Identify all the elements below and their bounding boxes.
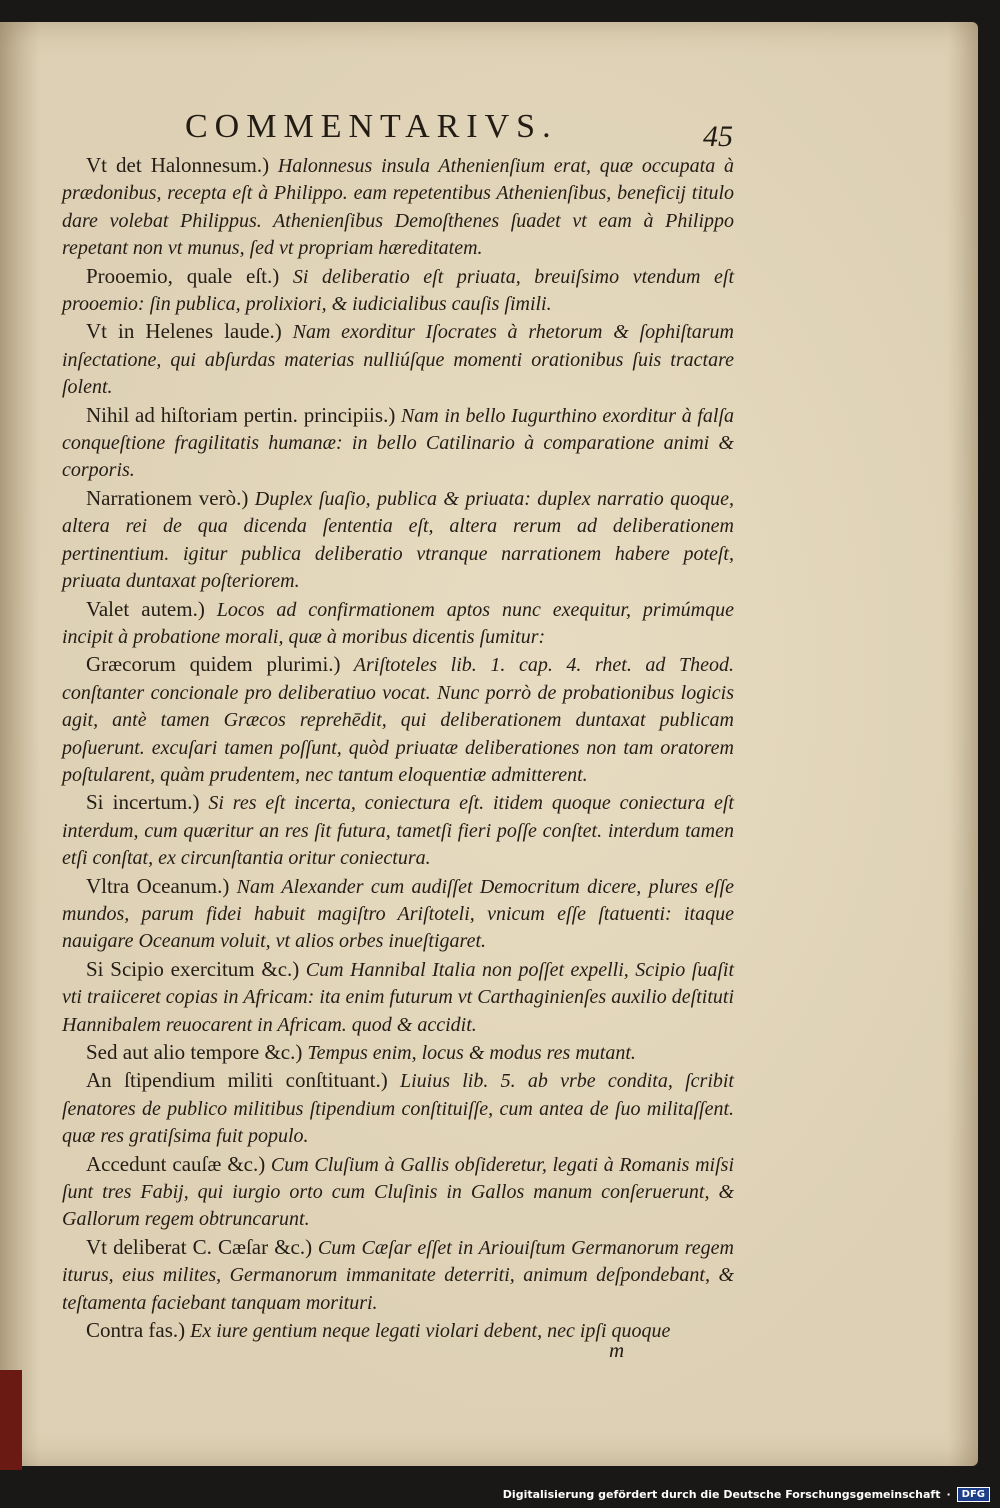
entry-gloss: Ex iure gentium neque legati violari debent, nec ipſi quoque: [185, 1320, 671, 1343]
entry-lemma: Si Scipio exercitum &c.): [86, 956, 300, 981]
page-number: 45: [703, 120, 733, 153]
commentary-entry: [62, 1151, 734, 1234]
commentary-entry: [62, 596, 734, 652]
entry-gloss: Cum Cæſar eſſet in Ariouiſtum Germanorum regem iturus, eius milites, Germanorum immanitate deterriti, animum deſpondebant, & teſtamenta faciebant tanquam morituri.: [62, 1236, 734, 1314]
commentary-entry: [62, 651, 734, 789]
commentary-entry: [62, 318, 734, 401]
book-page: [0, 22, 978, 1466]
entry-lemma: Vltra Oceanum.): [86, 873, 230, 898]
binding-edge: [0, 1370, 22, 1470]
entry-lemma: An ſtipendium militi conſtituant.): [86, 1068, 388, 1093]
entry-lemma: Narrationem verò.): [86, 485, 249, 510]
catchword: m: [609, 1338, 625, 1362]
commentary-entry: [62, 263, 734, 319]
commentary-entry: [62, 152, 734, 263]
entry-lemma: Accedunt cauſæ &c.): [86, 1151, 266, 1176]
entry-gloss: Halonnesus insula Athenienſium erat, quæ occupata à prædonibus, recepta eſt à Philippo. eam repetentibus Athenienſibus, beneficij titulo dare volebat Philippus. Athenienſibus Demoſthenes ſuadet vt eam à Philippo repetant non vt munus, ſed vt propriam hæreditatem.: [62, 155, 734, 260]
commentary-entry: [62, 402, 734, 485]
commentary-entry: [62, 789, 734, 872]
entry-gloss: Liuius lib. 5. ab vrbe condita, ſcribit ſenatores de publico militibus ſtipendium conſtituiſſe, cum antea de ſuo militaſſent. quæ res gratiſsima fuit populo.: [62, 1070, 734, 1148]
funding-credit: Digitalisierung gefördert durch die Deutsche Forschungsgemeinschaft · DFG: [503, 1487, 990, 1502]
commentary-entry: [62, 1234, 734, 1317]
commentary-entry: [62, 873, 734, 956]
entry-gloss: Locos ad confirmationem aptos nunc exequitur, primúmque incipit à probatione morali, quæ à moribus dicentis ſumitur:: [62, 598, 734, 648]
entry-lemma: Nihil ad hiſtoriam pertin. principiis.): [86, 402, 396, 427]
entry-gloss: Cum Cluſium à Gallis obſideretur, legati à Romanis miſsi ſunt tres Fabij, qui iurgio orto cum Cluſinis in Gallos manum conſeruerunt, & Gallorum regem obtruncarunt.: [62, 1153, 735, 1231]
running-title: COMMENTARIVS.: [185, 108, 558, 145]
entry-gloss: Nam in bello Iugurthino exorditur à falſa conqueſtione fragilitatis humanæ: in bello Catilinario à comparatione animi & corporis.: [62, 404, 734, 482]
entry-gloss: Duplex ſuaſio, publica & priuata: duplex narratio quoque, altera rei de qua dicenda ſententia eſt, altera rerum ad deliberationem pertinentium. igitur publica deliberatio vtranque narrationem habere poteſt, priuata duntaxat poſteriorem.: [62, 487, 734, 593]
dfg-logo-icon: DFG: [957, 1487, 990, 1502]
entry-gloss: Tempus enim, locus & modus res mutant.: [302, 1042, 636, 1064]
entry-lemma: Valet autem.): [86, 596, 205, 621]
entry-lemma: Vt det Halonnesum.): [86, 153, 270, 177]
funding-credit-text: Digitalisierung gefördert durch die Deutsche Forschungsgemeinschaft: [502, 1488, 941, 1501]
entry-lemma: Vt in Helenes laude.): [86, 319, 282, 344]
entry-gloss: Nam Alexander cum audiſſet Democritum dicere, plures eſſe mundos, parum fidei habuit magiſtro Ariſtoteli, vnicum eſſe ſtatuenti: itaque nauigare Oceanum voluit, vt alios orbes inueſtigaret.: [62, 875, 734, 953]
entry-lemma: Prooemio, quale eſt.): [86, 263, 280, 288]
entry-lemma: Sed aut alio tempore &c.): [86, 1040, 303, 1064]
entry-gloss: Ariſtoteles lib. 1. cap. 4. rhet. ad Theod. conſtanter concionale pro deliberatiuo vocat. Nunc porrò de probationibus logicis agit, antè tamen Græcos reprehēdit, qui deliberationem duntaxat publicam poſuerunt. excuſari tamen poſſunt, quòd priuatæ deliberationes non tam oratorem poſtularent, quàm prudentem, nec tantum eloquentiæ admitterent.: [62, 654, 734, 786]
commentary-entry: [62, 485, 734, 596]
entry-gloss: Si res eſt incerta, coniectura eſt. itidem quoque coniectura eſt interdum, cum quæritur an res ſit futura, tametſi fieri poſſe conſtet. interdum tamen etſi conſtat, ex circunſtantia oritur coniectura.: [62, 792, 734, 870]
commentary-text: [62, 152, 734, 1345]
entry-gloss: Cum Hannibal Italia non poſſet expelli, Scipio ſuaſit vti traiiceret copias in Africam: ita enim futurum vt Carthaginienſes auxilio deſtituti Hannibalem reuocarent in Africam. quod & accidit.: [62, 958, 735, 1036]
entry-lemma: Contra fas.): [86, 1318, 186, 1343]
commentary-entry: [62, 956, 734, 1039]
entry-lemma: Græcorum quidem plurimi.): [86, 652, 341, 677]
entry-lemma: Si incertum.): [86, 790, 200, 815]
commentary-entry: [62, 1317, 734, 1345]
entry-gloss: Nam exorditur Iſocrates à rhetorum & ſophiſtarum inſectatione, qui abſurdas materias nulliúſque momenti orationibus ſuis tractare ſolent.: [62, 321, 734, 399]
commentary-entry: [62, 1039, 734, 1067]
entry-gloss: Si deliberatio eſt priuata, breuiſsimo vtendum eſt prooemio: ſin publica, prolixiori, & iudicialibus cauſis ſimili.: [62, 265, 735, 316]
commentary-entry: [62, 1067, 734, 1150]
entry-lemma: Vt deliberat C. Cæſar &c.): [86, 1234, 313, 1259]
